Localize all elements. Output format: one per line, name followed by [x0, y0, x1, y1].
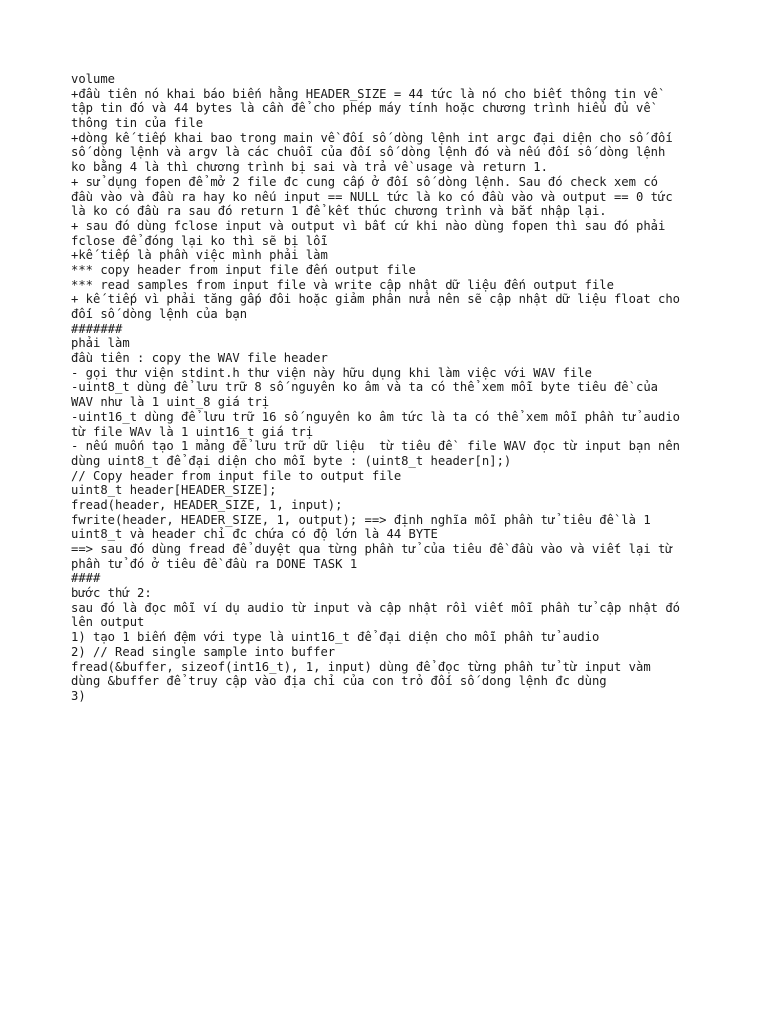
text-line: + sau đó dùng fclose input và output vì bất cứ khi nào dùng fopen thì sau đó phải	[71, 218, 666, 233]
text-line: ko bằng 4 là thì chương trình bị sai và trả về usage và return 1.	[71, 160, 548, 175]
text-line: + kế tiếp vì phải tăng gấp đôi hoặc giảm phân nửa nên sẽ cập nhật dữ liệu float cho	[71, 292, 681, 307]
text-line: +dòng kế tiếp khai bao trong main về đối số dòng lệnh int argc đại diện cho số đối	[71, 130, 673, 145]
text-line: + sử dụng fopen để mở 2 file đc cung cấp ở đối số dòng lệnh. Sau đó check xem có	[71, 174, 658, 189]
text-line: lên output	[71, 615, 145, 630]
text-line: fclose để đóng lại ko thì sẽ bị lỗi	[71, 233, 328, 248]
text-line: đầu tiên : copy the WAV file header	[71, 351, 328, 366]
text-line: 1) tạo 1 biến đệm với type là uint16_t để đại diện cho mỗi phần tử audio	[71, 630, 600, 645]
text-line: *** copy header from input file đến output file	[71, 262, 416, 277]
text-line: tập tin đó và 44 bytes là cần để cho phép máy tính hoặc chương trình hiểu đủ về	[71, 101, 651, 116]
text-line: số dòng lệnh và argv là các chuỗi của đối số dòng lệnh đó và nếu đối số dòng lệnh	[71, 145, 666, 160]
text-line: fread(header, HEADER_SIZE, 1, input);	[71, 497, 343, 512]
text-line: // Copy header from input file to output file	[71, 468, 402, 483]
text-line: đối số dòng lệnh của bạn	[71, 307, 248, 321]
document-text	[71, 72, 711, 704]
text-line: ==> sau đó dùng fread để duyệt qua từng phần tử của tiêu đề đầu vào và viết lại từ	[71, 542, 673, 556]
text-line: -uint8_t dùng để lưu trữ 8 số nguyên ko âm và ta có thể xem mỗi byte tiêu đề của	[71, 380, 658, 395]
text-line: đầu vào và đầu ra hay ko nếu input == NULL tức là ko có đầu vào và output == 0 tức	[71, 189, 673, 204]
text-line: dùng uint8_t để đại diện cho mỗi byte : (uint8_t header[n];)	[71, 453, 512, 468]
text-line: ####	[71, 571, 101, 586]
text-line: uint8_t và header chỉ đc chứa có độ lớn là 44 BYTE	[71, 527, 438, 542]
text-line: WAV như là 1 uint_8 giá trị	[71, 395, 270, 410]
text-line: -uint16_t dùng để lưu trữ 16 số nguyên ko âm tức là ta có thể xem mỗi phần tử audio	[71, 409, 681, 424]
text-line: fread(&buffer, sizeof(int16_t), 1, input) dùng để đọc từng phần tử từ input vàm	[71, 659, 651, 674]
text-line: 3)	[71, 688, 86, 703]
text-line: dùng &buffer để truy cập vào địa chỉ của con trỏ đối số dong lệnh đc dùng	[71, 674, 607, 689]
text-line: - nếu muốn tạo 1 mảng để lưu trữ dữ liệu từ tiêu đề file WAV đọc từ input bạn nên	[71, 439, 681, 454]
text-line: +kế tiếp là phần việc mình phải làm	[71, 248, 328, 263]
text-line: - gọi thư viện stdint.h thư viện này hữu dụng khi làm việc với WAV file	[71, 365, 592, 380]
text-line: phần tử đó ở tiêu đề đầu ra DONE TASK 1	[71, 556, 358, 571]
text-line: *** read samples from input file và write cập nhật dữ liệu đến output file	[71, 277, 614, 292]
text-line: thông tin của file	[71, 116, 204, 131]
text-line: phải làm	[71, 336, 130, 351]
text-line: volume	[71, 72, 116, 86]
text-line: 2) // Read single sample into buffer	[71, 644, 336, 659]
text-line: +đầu tiên nó khai báo biến hằng HEADER_SIZE = 44 tức là nó cho biết thông tin về	[71, 86, 658, 101]
text-line: là ko có đầu ra sau đó return 1 để kết thúc chương trình và bắt nhập lại.	[71, 204, 607, 219]
text-line: sau đó là đọc mỗi ví dụ audio từ input và cập nhật rồi viết mỗi phần tử cập nhật đó	[71, 600, 681, 615]
text-line: từ file WAv là 1 uint16_t giá trị	[71, 424, 314, 439]
text-line: bước thứ 2:	[71, 586, 152, 601]
text-line: #######	[71, 321, 123, 336]
text-line: fwrite(header, HEADER_SIZE, 1, output); ==> định nghĩa mỗi phần tử tiêu đề là 1	[71, 512, 651, 527]
text-line: uint8_t header[HEADER_SIZE];	[71, 483, 277, 498]
